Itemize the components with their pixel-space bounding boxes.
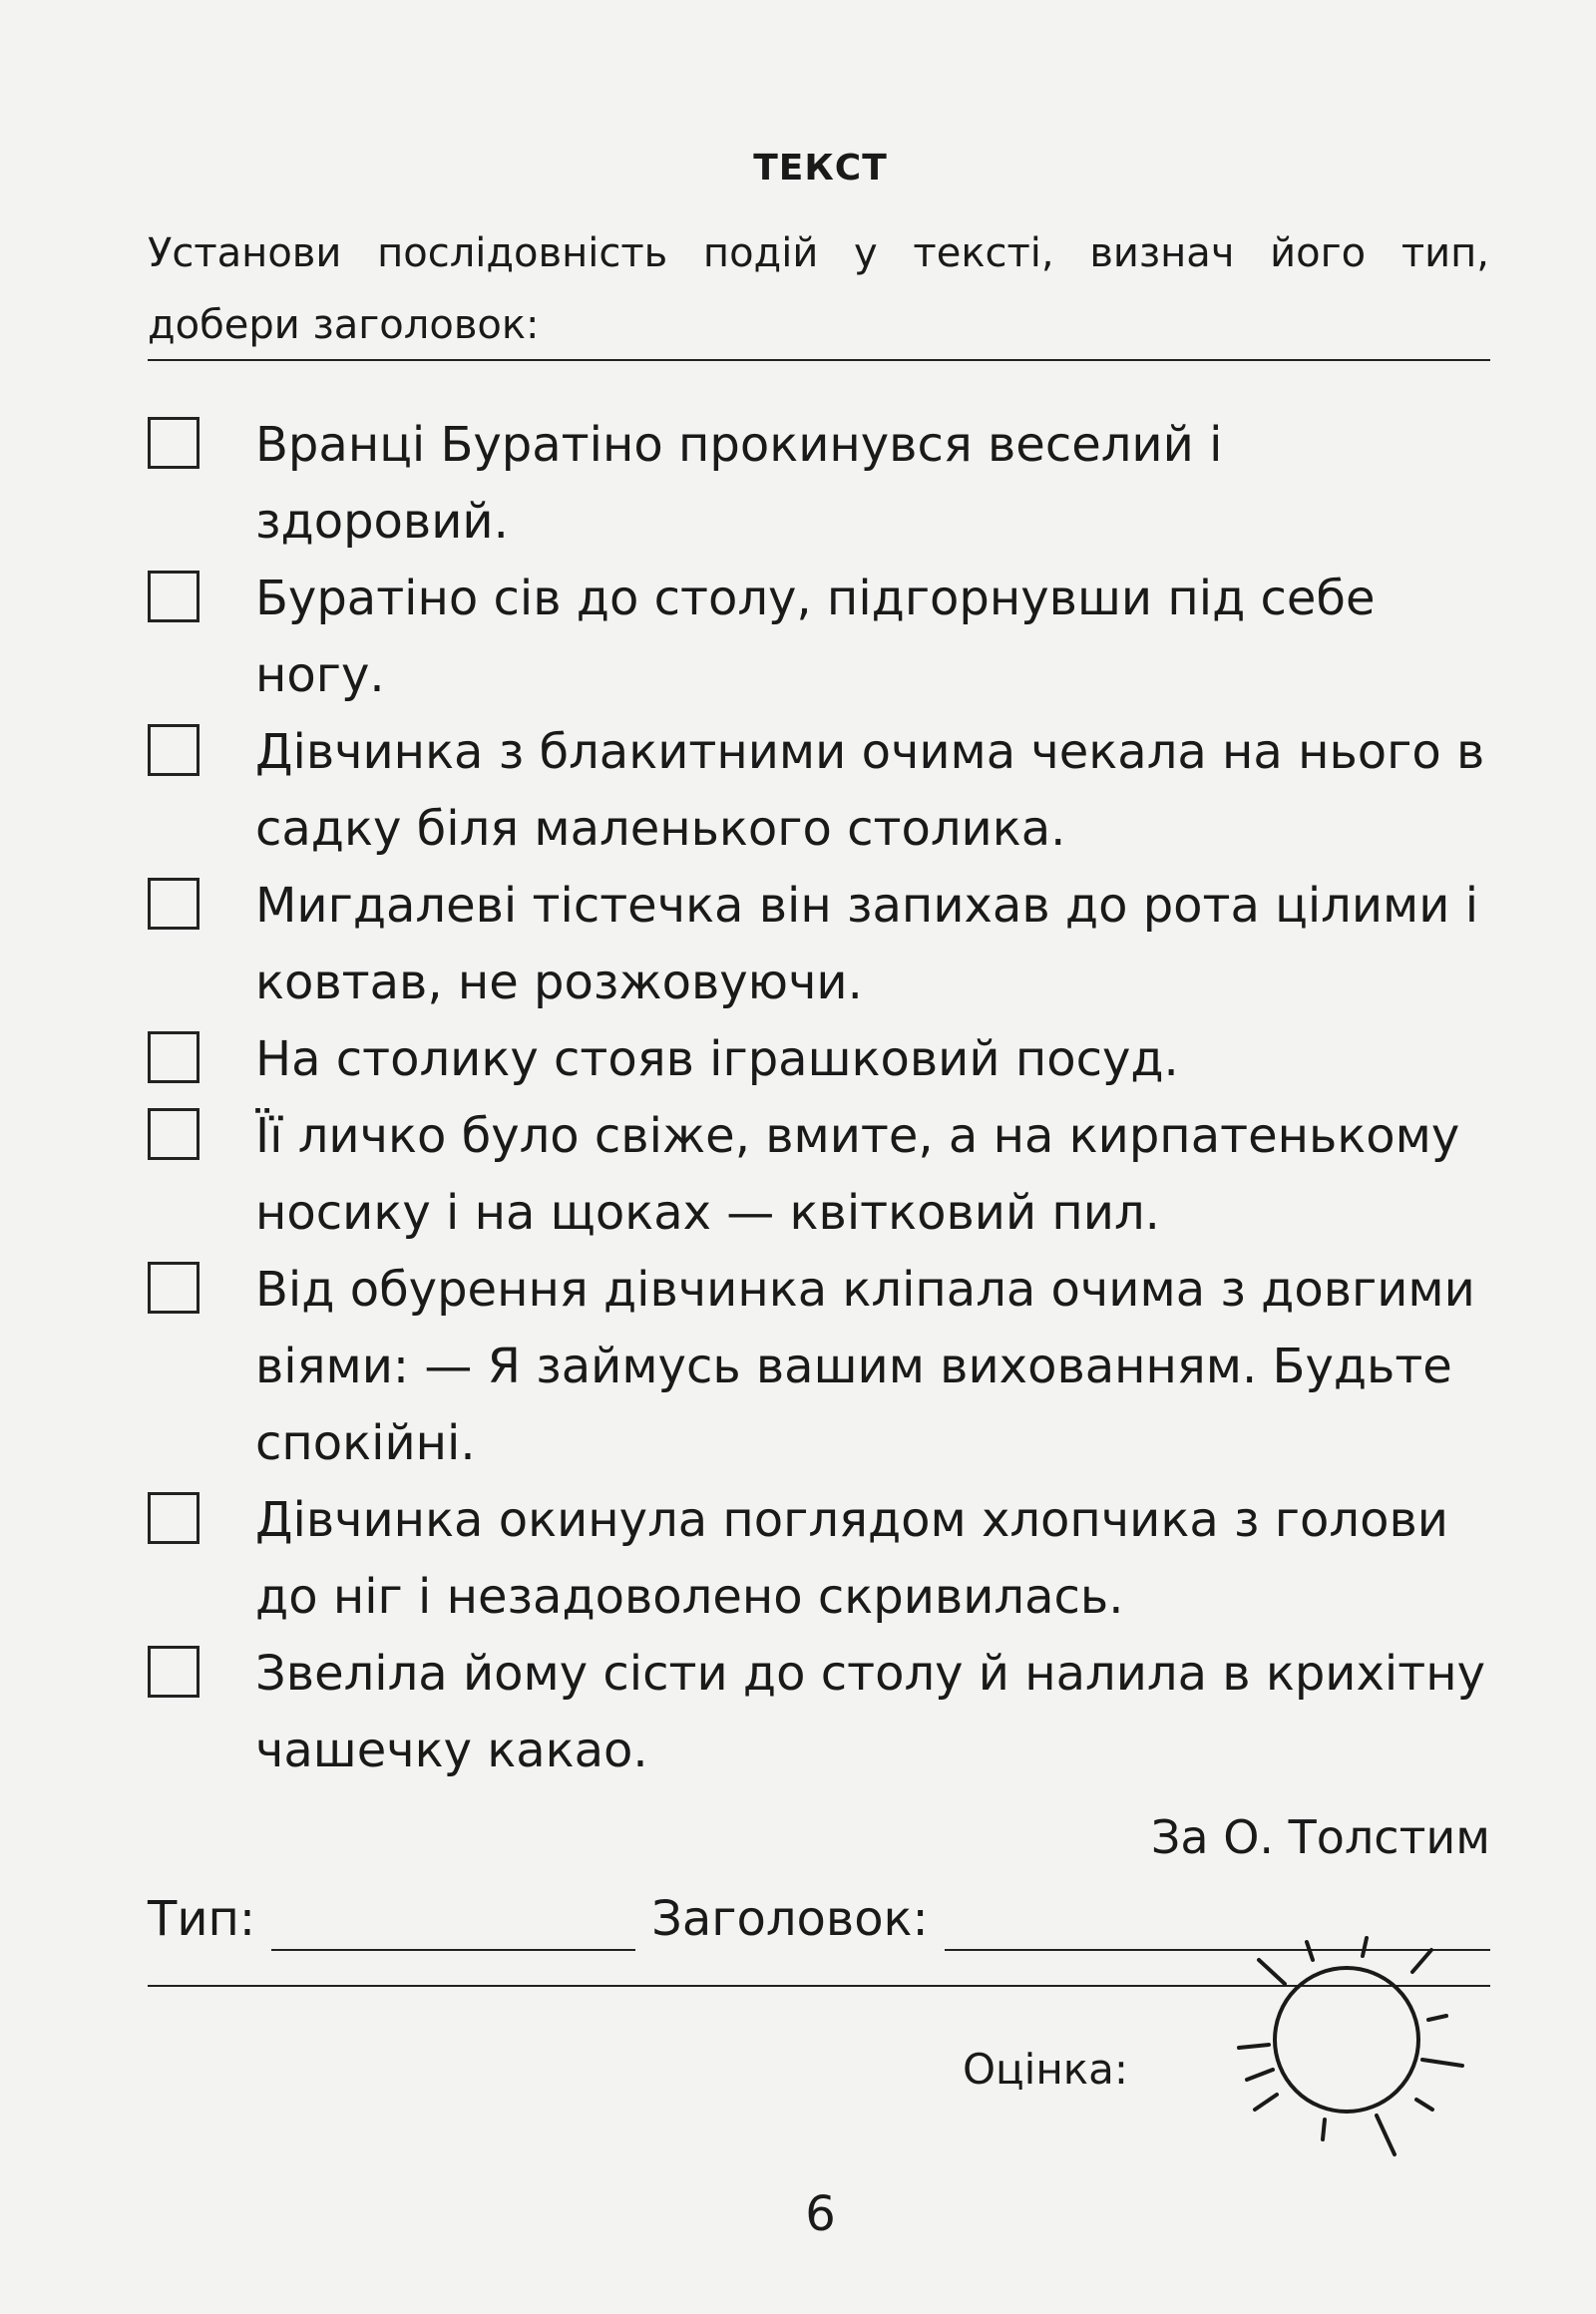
grade-label: Оцінка: [963, 2045, 1129, 2094]
instruction-text: Установи послідовність подій у тексті, визнач його тип, добери заголовок: [148, 230, 1489, 348]
event-item [148, 1482, 1490, 1636]
event-item [148, 714, 1490, 868]
order-checkbox[interactable] [148, 1031, 200, 1083]
order-checkbox[interactable] [148, 1492, 200, 1544]
order-checkbox[interactable] [148, 724, 200, 776]
event-item [148, 1636, 1490, 1789]
order-checkbox[interactable] [148, 417, 200, 469]
page-number: 6 [805, 2186, 836, 2242]
order-checkbox[interactable] [148, 571, 200, 622]
sun-icon [1227, 1930, 1466, 2159]
event-item [148, 868, 1490, 1021]
event-text: Вранці Буратіно прокинувся веселий і здоровий. [255, 417, 1223, 550]
order-checkbox[interactable] [148, 1108, 200, 1160]
event-item [148, 1021, 1490, 1098]
event-item [148, 1098, 1490, 1252]
order-checkbox[interactable] [148, 878, 200, 930]
event-list [148, 407, 1490, 1789]
event-text: На столику стояв іграшковий посуд. [255, 1031, 1179, 1087]
event-item [148, 407, 1490, 561]
type-answer-line[interactable] [271, 1905, 635, 1951]
event-text: Від обурення дівчинка кліпала очима з довгими віями: — Я займусь вашим вихованням. Будьте спокійні. [255, 1262, 1475, 1471]
type-label: Тип: [148, 1891, 256, 1947]
event-text: Її личко було свіже, вмите, а на кирпатенькому носику і на щоках — квітковий пил. [255, 1108, 1460, 1241]
event-text: Буратіно сів до столу, підгорнувши під себе ногу. [255, 571, 1376, 703]
page-title: ТЕКСТ [753, 148, 888, 189]
event-item [148, 561, 1490, 714]
event-item [148, 1252, 1490, 1482]
author-credit: За О. Толстим [1150, 1810, 1490, 1864]
order-checkbox[interactable] [148, 1262, 200, 1314]
event-text: Звеліла йому сісти до столу й налила в крихітну чашечку какао. [255, 1646, 1485, 1778]
order-checkbox[interactable] [148, 1646, 200, 1698]
event-text: Дівчинка з блакитними очима чекала на нього в садку біля маленького столика. [255, 724, 1485, 857]
heading-label: Заголовок: [651, 1891, 929, 1947]
instruction-divider [148, 359, 1490, 361]
event-text: Дівчинка окинула поглядом хлопчика з голови до ніг і незадоволено скривилась. [255, 1492, 1448, 1625]
event-text: Мигдалеві тістечка він запихав до рота цілими і ковтав, не розжовуючи. [255, 878, 1479, 1010]
